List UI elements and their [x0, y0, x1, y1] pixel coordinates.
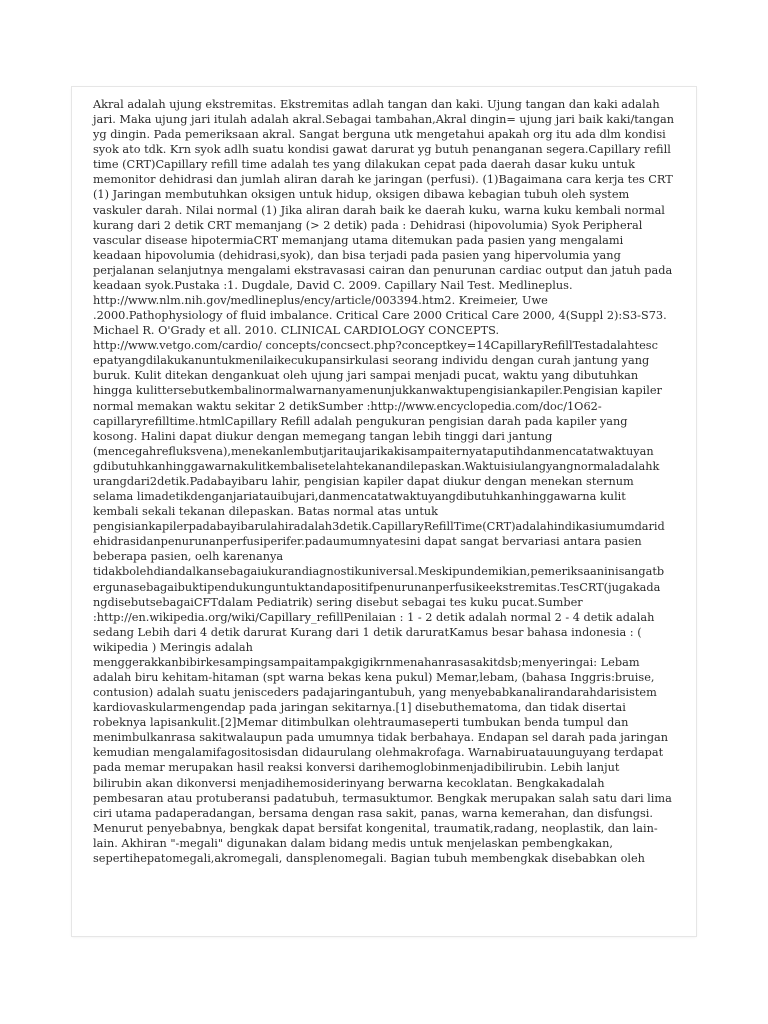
text-line: http://www.vetgo.com/cardio/ concepts/concsect.php?conceptkey=14CapillaryRefillTestadalahtesc	[93, 339, 658, 353]
text-line: menimbulkanrasa sakitwalaupun pada umumnya tidak berbahaya. Endapan sel darah pada jaringan	[93, 731, 669, 745]
text-line: time (CRT)Capillary refill time adalah tes yang dilakukan cepat pada daerah dasar kuku untuk	[93, 158, 635, 172]
text-line: kardiovaskularmengendap pada jaringan sekitarnya.[1] disebuthematoma, dan tidak disertai	[93, 701, 626, 715]
text-line: beberapa pasien, oelh karenanya	[93, 550, 284, 564]
text-line: ngdisebutsebagaiCFTdalam Pediatrik) sering disebut sebagai tes kuku pucat.Sumber	[93, 595, 583, 609]
text-line: :http://en.wikipedia.org/wiki/Capillary_refillPenilaian : 1 - 2 detik adalah normal 2 - 4 detik adalah	[93, 610, 655, 624]
text-line: lain. Akhiran "-megali" digunakan dalam bidang medis untuk menjelaskan pembengkakan,	[93, 836, 614, 850]
text-line: (mencegahrefluksvena),menekanlembutjaritaujarikakisampaiternyataputihdanmencatatwaktuyan	[93, 444, 654, 458]
text-line: kosong. Halini dapat diukur dengan memegang tangan lebih tinggi dari jantung	[93, 429, 553, 443]
text-line: Michael R. O'Grady et all. 2010. CLINICAL CARDIOLOGY CONCEPTS.	[93, 324, 500, 338]
text-line: capillaryrefilltime.htmlCapillary Refill adalah pengukuran pengisian darah pada kapiler yang	[93, 414, 628, 428]
text-line: pembesaran atau protuberansi padatubuh, termasuktumor. Bengkak merupakan salah satu dari lima	[93, 791, 672, 805]
document-text	[93, 97, 678, 866]
text-line: buruk. Kulit ditekan dengankuat oleh ujung jari sampai menjadi pucat, waktu yang dibutuhkan	[93, 369, 639, 383]
text-line: pengisiankapilerpadabayibarulahiradalah3detik.CapillaryRefillTime(CRT)adalahindikasiumumdarid	[93, 520, 665, 534]
text-line: adalah biru kehitam-hitaman (spt warna bekas kena pukul) Memar,lebam, (bahasa Inggris:bruise,	[93, 670, 655, 684]
text-line: sepertihepatomegali,akromegali, dansplenomegali. Bagian tubuh membengkak disebabkan oleh	[93, 851, 645, 865]
text-line: (1) Jaringan membutuhkan oksigen untuk hidup, oksigen dibawa kebagian tubuh oleh system	[93, 188, 630, 202]
text-line: .2000.Pathophysiology of fluid imbalance. Critical Care 2000 Critical Care 2000, 4(Suppl 2):S3-S73.	[93, 309, 667, 323]
document-page	[72, 87, 696, 936]
text-line: ciri utama padaperadangan, bersama dengan rasa sakit, panas, warna kemerahan, dan disfungsi.	[93, 806, 654, 820]
text-line: tidakbolehdiandalkansebagaiukurandiagnostikuniversal.Meskipundemikian,pemeriksaaninisangatb	[93, 565, 665, 579]
text-line: kemudian mengalamifagositosisdan didaurulang olehmakrofaga. Warnabiruatauunguyang terdapat	[93, 746, 664, 760]
text-line: syok ato tdk. Krn syok adlh suatu kondisi gawat darurat yg butuh penanganan segera.Capillary refill	[93, 143, 671, 157]
text-line: keadaan syok.Pustaka :1. Dugdale, David C. 2009. Capillary Nail Test. Medlineplus.	[93, 278, 573, 292]
text-line: menggerakkanbibirkesampingsampaitampakgigikrnmenahanrasasakitdsb;menyeringai: Lebam	[93, 655, 640, 669]
text-line: jari. Maka ujung jari itulah adalah akral.Sebagai tambahan,Akral dingin= ujung jari baik kaki/tangan	[93, 113, 675, 127]
text-line: sedang Lebih dari 4 detik darurat Kurang dari 1 detik daruratKamus besar bahasa indonesia : (	[93, 625, 642, 639]
text-line: vaskuler darah. Nilai normal (1) Jika aliran darah baik ke daerah kuku, warna kuku kembali normal	[93, 203, 665, 217]
text-line: memonitor dehidrasi dan jumlah aliran darah ke jaringan (perfusi). (1)Bagaimana cara kerja tes CRT	[93, 173, 673, 187]
text-line: kurang dari 2 detik CRT memanjang (> 2 detik) pada : Dehidrasi (hipovolumia) Syok Peripheral	[93, 218, 643, 232]
text-line: ergunasebagaibuktipendukunguntuktandapositifpenurunanperfusikeekstremitas.TesCRT(jugakada	[93, 580, 661, 594]
text-line: ehidrasidanpenurunanperfusiperifer.padaumumnyatesini dapat sangat bervariasi antara pasien	[93, 535, 642, 549]
text-line: Akral adalah ujung ekstremitas. Ekstremitas adlah tangan dan kaki. Ujung tangan dan kaki adalah	[93, 98, 660, 111]
text-line: gdibutuhkanhinggawarnakulitkembalisetelahtekanandilepaskan.Waktuisiulangyangnormaladalahk	[93, 459, 660, 473]
text-line: perjalanan selanjutnya mengalami ekstravasasi cairan dan penurunan cardiac output dan jatuh pada	[93, 263, 673, 277]
text-line: kembali sekali tekanan dilepaskan. Batas normal atas untuk	[93, 505, 438, 519]
text-line: Menurut penyebabnya, bengkak dapat bersifat kongenital, traumatik,radang, neoplastik, dan lain-	[93, 821, 658, 835]
text-line: urangdari2detik.Padabayibaru lahir, pengisian kapiler dapat diukur dengan menekan sternum	[93, 474, 634, 488]
text-line: keadaan hipovolumia (dehidrasi,syok), dan bisa terjadi pada pasien yang hipervolumia yang	[93, 248, 621, 262]
text-line: robeknya lapisankulit.[2]Memar ditimbulkan olehtraumaseperti tumbukan benda tumpul dan	[93, 716, 629, 730]
text-line: vascular disease hipotermiaCRT memanjang utama ditemukan pada pasien yang mengalami	[93, 233, 624, 247]
text-line: pada memar merupakan hasil reaksi konversi darihemoglobinmenjadibilirubin. Lebih lanjut	[93, 761, 620, 775]
text-line: bilirubin akan dikonversi menjadihemosiderinyang berwarna kecoklatan. Bengkakadalah	[93, 776, 605, 790]
text-line: http://www.nlm.nih.gov/medlineplus/ency/article/003394.htm2. Kreimeier, Uwe	[93, 294, 548, 308]
text-line: epatyangdilakukanuntukmenilaikecukupansirkulasi seorang individu dengan curah jantung yang	[93, 354, 650, 368]
text-line: normal memakan waktu sekitar 2 detikSumber :http://www.encyclopedia.com/doc/1O62-	[93, 399, 602, 413]
text-line: contusion) adalah suatu jenisceders padajaringantubuh, yang menyebabkanalirandarahdarisistem	[93, 686, 657, 700]
text-line: hingga kulittersebutkembalinormalwarnanyamenunjukkanwaktupengisiankapiler.Pengisian kapiler	[93, 384, 662, 398]
text-line: selama limadetikdenganjariatauibujari,danmencatatwaktuyangdibutuhkanhinggawarna kulit	[93, 490, 626, 504]
text-line: yg dingin. Pada pemeriksaan akral. Sangat berguna utk mengetahui apakah org itu ada dlm kondisi	[93, 128, 666, 142]
text-line: wikipedia ) Meringis adalah	[93, 640, 253, 654]
